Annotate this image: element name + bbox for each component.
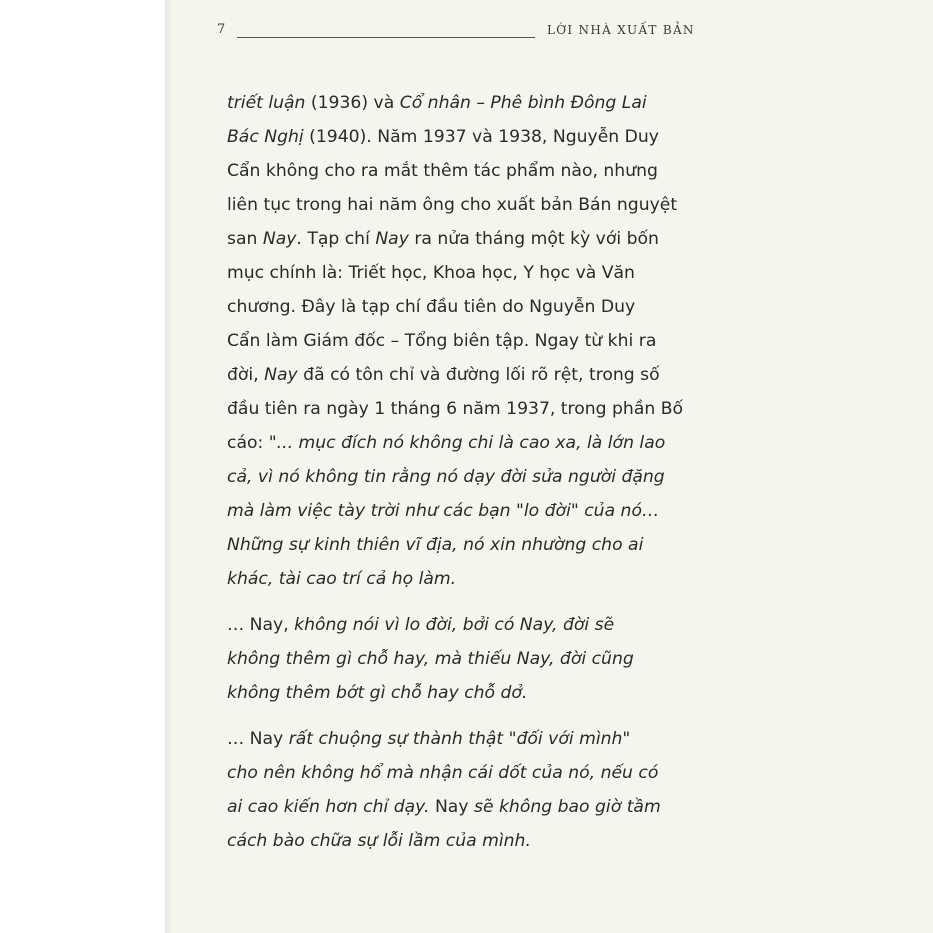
text-line xyxy=(227,562,697,596)
text-segment: cáo: xyxy=(227,433,269,453)
text-line xyxy=(227,608,697,642)
text-line xyxy=(227,528,697,562)
paragraph-gap xyxy=(227,596,697,608)
italic-segment: Nay xyxy=(262,229,297,249)
italic-segment: mà làm việc tày trời như các bạn "lo đời" của nó… xyxy=(227,501,660,521)
italic-segment: rất chuộng sự thành thật "đối với mình" xyxy=(288,729,631,749)
text-segment: Nay xyxy=(434,797,474,817)
page-header xyxy=(217,18,695,48)
text-segment: . Tạp chí xyxy=(296,229,376,249)
text-segment: liên tục trong hai năm ông cho xuất bản Bán nguyệt xyxy=(227,195,678,215)
italic-segment: Nay xyxy=(264,365,298,385)
text-line xyxy=(227,790,697,824)
italic-segment: sẽ không bao giờ tầm xyxy=(473,797,661,817)
text-line xyxy=(227,154,697,188)
italic-segment: không nói vì lo đời, bởi có Nay, đời sẽ xyxy=(294,615,615,635)
header-rule xyxy=(237,37,535,38)
text-line xyxy=(227,86,697,120)
text-line xyxy=(227,426,697,460)
text-line xyxy=(227,290,697,324)
italic-segment: không thêm gì chỗ hay, mà thiếu Nay, đời cũng xyxy=(227,649,634,669)
text-line xyxy=(227,460,697,494)
italic-segment: cách bào chữa sự lỗi lầm của mình. xyxy=(227,831,531,851)
text-line xyxy=(227,358,697,392)
text-segment: đã có tôn chỉ và đường lối rõ rệt, trong số xyxy=(297,365,660,385)
page-number: 7 xyxy=(217,22,227,37)
text-segment: chương. Đây là tạp chí đầu tiên do Nguyễn Duy xyxy=(227,297,636,317)
body-text xyxy=(227,86,697,858)
page-gutter-shadow xyxy=(165,0,173,933)
text-line xyxy=(227,722,697,756)
text-line xyxy=(227,642,697,676)
paragraph-gap xyxy=(227,710,697,722)
italic-segment: Bác Nghị xyxy=(227,127,304,147)
text-segment: Cẩn không cho ra mắt thêm tác phẩm nào, nhưng xyxy=(227,161,658,181)
text-segment: … Nay, xyxy=(227,615,295,635)
text-segment: đời, xyxy=(227,365,265,385)
italic-segment: cho nên không hổ mà nhận cái dốt của nó, nếu có xyxy=(227,763,659,783)
running-title: LỜI NHÀ XUẤT BẢN xyxy=(547,23,695,37)
text-segment: (1936) và xyxy=(305,93,400,113)
text-line xyxy=(227,676,697,710)
italic-segment: khác, tài cao trí cả họ làm. xyxy=(227,569,457,589)
italic-segment: không thêm bớt gì chỗ hay chỗ dở. xyxy=(227,683,528,703)
text-segment: đầu tiên ra ngày 1 tháng 6 năm 1937, trong phần Bố xyxy=(227,399,684,419)
text-line xyxy=(227,494,697,528)
text-segment: ra nửa tháng một kỳ với bốn xyxy=(408,229,659,249)
text-line xyxy=(227,756,697,790)
text-segment: … Nay xyxy=(227,729,289,749)
text-segment: mục chính là: Triết học, Khoa học, Y học và Văn xyxy=(227,263,635,283)
italic-segment: cả, vì nó không tin rằng nó dạy đời sửa người đặng xyxy=(227,467,665,487)
text-line xyxy=(227,256,697,290)
text-line xyxy=(227,324,697,358)
italic-segment: "... mục đích nó không chi là cao xa, là lớn lao xyxy=(268,433,666,453)
text-line xyxy=(227,824,697,858)
text-line xyxy=(227,222,697,256)
text-segment: (1940). Năm 1937 và 1938, Nguyễn Duy xyxy=(303,127,659,147)
italic-segment: triết luận xyxy=(227,93,306,113)
text-line xyxy=(227,392,697,426)
text-segment: Cẩn làm Giám đốc – Tổng biên tập. Ngay từ khi ra xyxy=(227,331,657,351)
text-line xyxy=(227,188,697,222)
text-segment: san xyxy=(227,229,263,249)
text-line xyxy=(227,120,697,154)
italic-segment: ai cao kiến hơn chỉ dạy. xyxy=(227,797,435,817)
italic-segment: Những sự kinh thiên vĩ địa, nó xin nhường cho ai xyxy=(227,535,644,555)
italic-segment: Cổ nhân – Phê bình Đông Lai xyxy=(399,93,647,113)
italic-segment: Nay xyxy=(375,229,409,249)
